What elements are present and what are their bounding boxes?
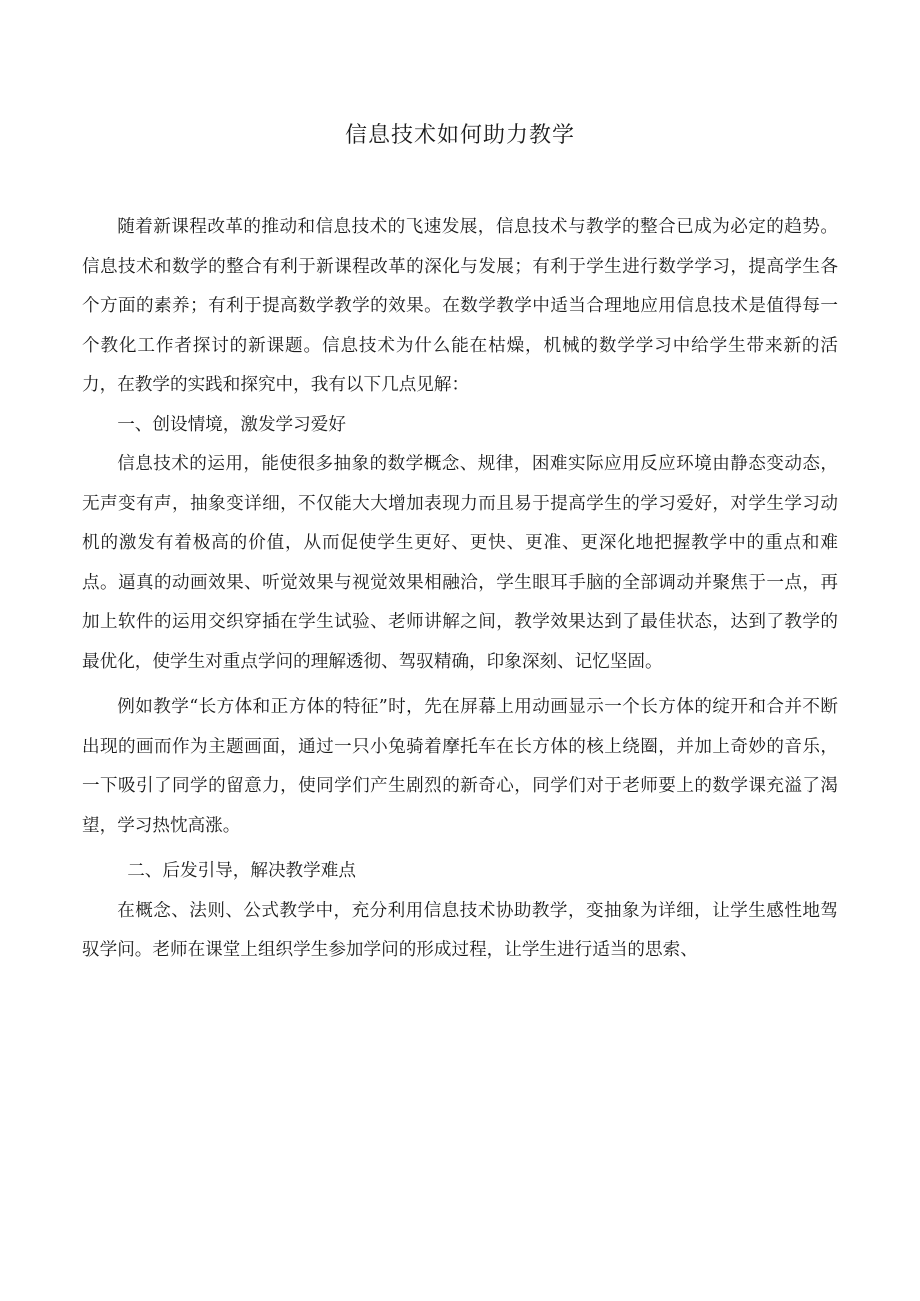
section-heading-2: 二、后发引导，解决教学难点	[127, 861, 356, 881]
section-heading-1: 一、创设情境，激发学习爱好	[117, 414, 346, 435]
document-title: 信息技术如何助力教学	[344, 123, 575, 148]
document-body	[82, 208, 838, 971]
section-2-paragraph-1: 在概念、法则、公式教学中，充分利用信息技术协助教学，变抽象为详细，让学生感性地驾驭学问。老师在课堂上组织学生参加学问的形成过程，让学生进行适当的思索、	[82, 900, 838, 960]
section-1-paragraph-1: 信息技术的运用，能使很多抽象的数学概念、规律，困难实际应用反应环境由静态变动态，无声变有声，抽象变详细，不仅能大大增加表现力而且易于提高学生的学习爱好，对学生学习动机的激发有着极高的价值，从而促使学生更好、更快、更准、更深化地把握教学中的重点和难点。逼真的动画效果、听觉效果与视觉效果相融洽，学生眼耳手脑的全部调动并聚焦于一点，再加上软件的运用交织穿插在学生试验、老师讲解之间，教学效果达到了最佳状态，达到了教学的最优化，使学生对重点学问的理解透彻、驾驭精确，印象深刻、记忆坚固。	[82, 454, 838, 672]
intro-paragraph: 随着新课程改革的推动和信息技术的飞速发展，信息技术与教学的整合已成为必定的趋势。信息技术和数学的整合有利于新课程改革的深化与发展；有利于学生进行数学学习，提高学生各个方面的素养；有利于提高数学教学的效果。在数学教学中适当合理地应用信息技术是值得每一个教化工作者探讨的新课题。信息技术为什么能在枯燥，机械的数学学习中给学生带来新的活力，在教学的实践和探究中，我有以下几点见解：	[82, 217, 838, 395]
section-1-paragraph-2: 例如教学“长方体和正方体的特征”时，先在屏幕上用动画显示一个长方体的绽开和合并不断出现的画而作为主题画面，通过一只小兔骑着摩托车在长方体的核上绕圈，并加上奇妙的音乐，一下吸引了同学的留意力，使同学们产生剧烈的新奇心，同学们对于老师要上的数学课充溢了渴望，学习热忱高涨。	[82, 697, 838, 836]
